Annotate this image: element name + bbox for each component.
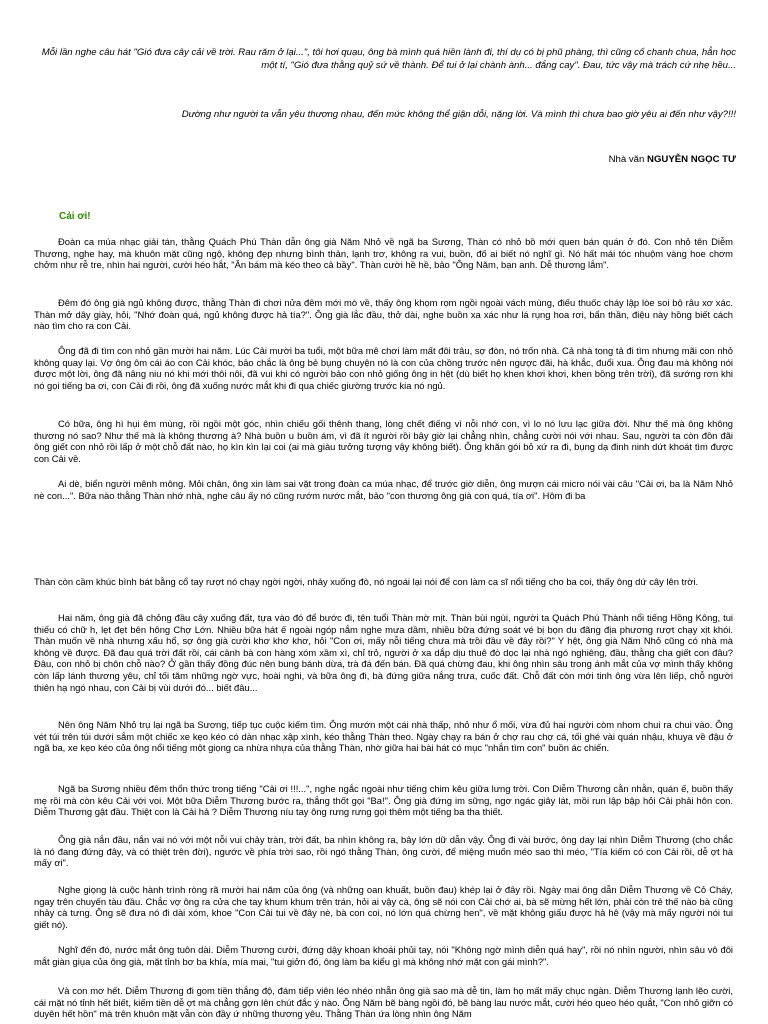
- paragraph: Có bữa, ông hì hụi êm mùng, rồi ngồi một góc, nhìn chiếu gối thênh thang, lòng chết điếng vì nỗi nhớ con, vì lo nó lưu lạc giữa đời. Như thế mà ông không thương nó sao? Như thế mà là không thương à? Nhà buồn u buồn ám, vì đã ít người rồi bây giờ lại chẳng nhìn, chẳng cười nói với nhau. Sau, người ta còn đồn đãi ông giết con nhỏ rồi lấp ở một chỗ đất nào, họ kìn kìn lại coi (ai mà giàu tưởng tượng vậy không biết). Ông khăn gói bỏ xứ ra đi, bụng dạ đinh ninh dứt khoát tìm được con Cải về.: [34, 418, 733, 464]
- paragraph: Ông già nắn đầu, nắn vai nó với một nỗi vui chảy tràn, trời đất, ba nhìn không ra, bây lớn dữ dẫn vậy. Ông đi vài bước, ông day lại nhìn Diễm Thương (cho chắc là nó đang đứng đây, và có thiệt trên đời), ngước về phía trời sao, rồi ngó thằng Thàn, ông cười, để miệng muốn méo sao thì méo, "Tía kiếm có con Cải rồi, dễ ợt hà mấy ơi".: [34, 834, 733, 869]
- paragraph-continued: Thàn còn cầm khúc bình bát bằng cổ tay rượt nó chạy ngời ngời, nhảy xuống đò, nó ngoái lại nói để con làm ca sĩ nổi tiếng cho ba coi, thấy ông dứ cây lên trời.: [34, 576, 699, 587]
- paragraph: Nghĩ đến đó, nước mắt ông tuôn dài. Diễm Thương cười, đứng dậy khoan khoái phủi tay, nói "Không ngờ mình diễn quá hay", rồi nó nhìn người, nhìn sâu vô đôi mắt giàn giụa của ông già, mặt tỉnh bơ ba khía, mía mai, "tui giởn đó, ông làm ba kiểu gì mà không nhớ mặt con gái mình?".: [34, 944, 733, 967]
- author-prefix: Nhà văn: [608, 154, 648, 165]
- epigraph-quote-2: Dường như người ta vẫn yêu thương nhau, đến mức không thể giận dỗi, nặng lời. Và mình thì chưa bao giờ yêu ai đến như vậy?!!!: [181, 109, 736, 120]
- paragraph: Đêm đó ông già ngủ không được, thằng Thàn đi chơi nửa đêm mới mò về, thấy ông khọm rọm ngồi ngoài vách mùng, điếu thuốc cháy lập lòe soi bộ râu xơ xác. Thàn mở dây giày, hỏi, "Nhớ đoàn quá, ngủ không được hả tía?". Ông già lắc đầu, thở dài, nghe buồn xa xác như lá rụng hoa rơi, bẩn thần, điệu này hồng biết cách nào tìm cho ra con Cải.: [34, 297, 733, 332]
- paragraph: Đoàn ca múa nhạc giải tán, thằng Quách Phú Thàn dẫn ông già Năm Nhỏ về ngã ba Sương, Thàn có nhỏ bồ mới quen bán quán ở đó. Con nhỏ tên Diễm Thương, nghe hay, mà khuôn mặt cũng ngộ, không đẹp nhưng bình thản, lạnh trơ, không ra vui, buồn, đố ai biết nó nghĩ gì. Nó hất mái tóc nhuộm vàng hoe chơm chởm như rễ tre, nhìn hai người, cười héo hắt, "Ăn bám mà kéo theo cả bầy". Thàn cười hề hề, bảo "Ông Năm, bạn anh. Dễ thương lắm".: [34, 236, 733, 271]
- author-name: NGUYỄN NGỌC TƯ: [647, 154, 736, 165]
- story-title: Cải ơi!: [59, 211, 91, 222]
- paragraph: Ngã ba Sương nhiều đêm thổn thức trong tiếng "Cải ơi !!!...", nghe ngắc ngoài như tiếng chim kêu giữa lưng trời. Con Diễm Thương cằn nhằn, quán ế, buồn thấy mẹ rồi mà còn kêu Cải với voi. Một bữa Diễm Thương bước ra, thắng thốt gọi "Ba!". Ông già đứng im sững, ngơ ngác giây lát, mồi run lập bập hỏi Cải phải hôn con. Diễm Thương gật đầu. Thiệt con là Cải hả ? Diễm Thương níu tay ông rưng rưng gọi thêm một tiếng ba tha thiết.: [34, 783, 733, 818]
- paragraph: Ông đã đi tìm con nhỏ gần mười hai năm. Lúc Cải mười ba tuổi, một bữa mê chơi làm mất đôi trâu, sợ đòn, nó trốn nhà. Cả nhà tong tả đi tìm nhưng mãi con nhỏ không quay lại. Vợ ông ôm cái áo con Cải khóc, bảo chắc là ông bẻ bụng chuyện nó là con của chồng trước nên ngược đãi, hà khắc, đuổi xua. Ông đau mà không nói được một lời, ông đã nâng niu nó khi mới thôi nôi, đã vui khi có người bảo con nhỏ giống ông in hệt (dù biết họ khen khơi khơi, khen bồng trên trời), đã sướng rơn khi nó gọi tiếng ba ơi, con Cải đi rồi, ông đã xuống nước mắt khi đi qua chiếc giường trước kia nó ngủ.: [34, 345, 733, 391]
- paragraph: Nên ông Năm Nhỏ trụ lại ngã ba Sương, tiếp tục cuộc kiếm tìm. Ông mướn một cái nhà thấp, nhỏ như ổ mối, vừa đủ hai người còm nhom chui ra chui vào. Ông vét túi trên túi dưới sắm một chiếc xe kẹo kéo có dàn nhạc xập xình, kéo thằng Thàn theo. Ngày chạy ra bán ở chợ rau chợ cá, tối ghé vài quán nhậu, khuya về đậu ở ngã ba, xe kẹo kéo của ông nổi tiếng một giọng ca nhừa nhựa của thằng Thàn, nhờ giữa hai bài hát có mục "nhắn tìm con" buồn ác chiến.: [34, 719, 733, 754]
- epigraph-quote-1: Mỗi lần nghe câu hát "Gió đưa cây cải về trời. Rau răm ở lại...", tôi hơi quạu, ông bà mình quá hiền lành đi, thí dụ có bị phũ phàng, thì cũng cố chanh chua, hẳn học một tí, "Gió đưa thằng quỷ sứ về thành. Để tui ở lại chành ành... đắng cay". Đau, tức vậy mà trách cứ nhẹ hều...: [41, 47, 736, 71]
- author-line: [609, 153, 736, 166]
- paragraph: Và con mơ hết. Diễm Thương đi gom tiền thắng độ, đám tiếp viên léo nhéo nhẵn ông già sao mà dễ tin, làm họ mất mấy chục ngàn. Diễm Thương lạnh lẽo cười, cái mặt nó tỉnh hết biết, kiếm tiền dễ ợt mà chẳng gợn lên chút đắc ý nào. Ông Năm bẽ bàng ngồi đó, bẽ bàng lau nước mắt, cười héo queo héo quắt, "Con nhỏ giỡn có duyên hết hồn" mà trên khuôn mặt vẫn còn đầy ứ những thương yêu. Thằng Thàn ứa lòng nhìn ông Năm: [34, 985, 733, 1020]
- paragraph: Nghe giọng là cuộc hành trình ròng rã mười hai năm của ông (và những oan khuất, buồn đau) khép lại ở đây rồi. Ngày mai ông dẫn Diễm Thương về Cỏ Cháy, ngay trên chuyến tàu đầu. Chắc vợ ông ra cửa che tay khum khum trên trán, hỏi ai vậy cà, ông sẽ nói con Cải chớ ai, bà sẽ mừng hết lớn, phải còn trẻ thế nào bà cũng nhảy cà tưng. Ông sẽ đưa nó đi dài xóm, khoe "Con Cải tui về đây nè, bà con coi, nó lớn quá chừng hen", về mặt không giấu được hả hê (vậy mà mấy người nói tui giết nó).: [34, 884, 733, 930]
- paragraph: Hai năm, ông già đã chỏng đầu cây xuống đất, tựa vào đó để bước đi, tên tuổi Thàn mờ mịt. Thàn bùi ngùi, người ta Quách Phú Thành nổi tiếng Hồng Kông, tui thiếu có chữ h, lẹt đẹt bên hông Chợ Lớn. Nhiều bữa hát ế ngoài ngóp nắm nghe mưa dầm, nhiều bữa đứng soát vé bị bọn du đãng địa phương rượt chạy xịt khói. Thàn muốn về nhà nhưng xấu hổ, sợ ông già cười khơ khơ khơ, hỏi "Con ơi, mấy nỗi tiếng chưa mà trồi đầu về đây rồi?" Y hệt, ông già Năm Nhỏ cũng có nhà mà không về được. Đã đau quá trời đất rồi, cái cảnh bà con hàng xóm xầm xì, chỉ trỏ, người ở xa dắp dịu thuê đò dọc lại nhà ngó nghiêng, đầu, thằng cha giết con đâu? Đâu, con nhỏ bị chôn chỗ nào? Ở gần thấy đồng đúc nên bung bánh dừa, trà đá đến bán. Đã quá chừng đau, khi ông nhìn sâu trong ánh mắt của vợ mình thấy không còn lấp lánh thương yêu, chỉ tối tăm những ngờ vực, hoài nghi, và bữa ông đi, bà đứng giữa nắng trưa, cuốc đất. Chỗ đất còn mới tinh ông vừa lên liếp, chỗ người thiên hạ ngó nhau, con Cải bị vùi dưới đó... biết đâu...: [34, 612, 733, 693]
- paragraph: Ai dè, biển người mênh mông. Mỏi chân, ông xin làm sai vặt trong đoàn ca múa nhạc, để trước giờ diễn, ông mượn cái micro nói vài câu "Cải ơi, ba là Năm Nhỏ nè con...". Bữa nào thằng Thàn nhớ nhà, nghe câu ấy nó cũng rướm nước mắt, bảo "con thương ông già con quá, tía ơi". Hôm đi ba: [34, 478, 733, 501]
